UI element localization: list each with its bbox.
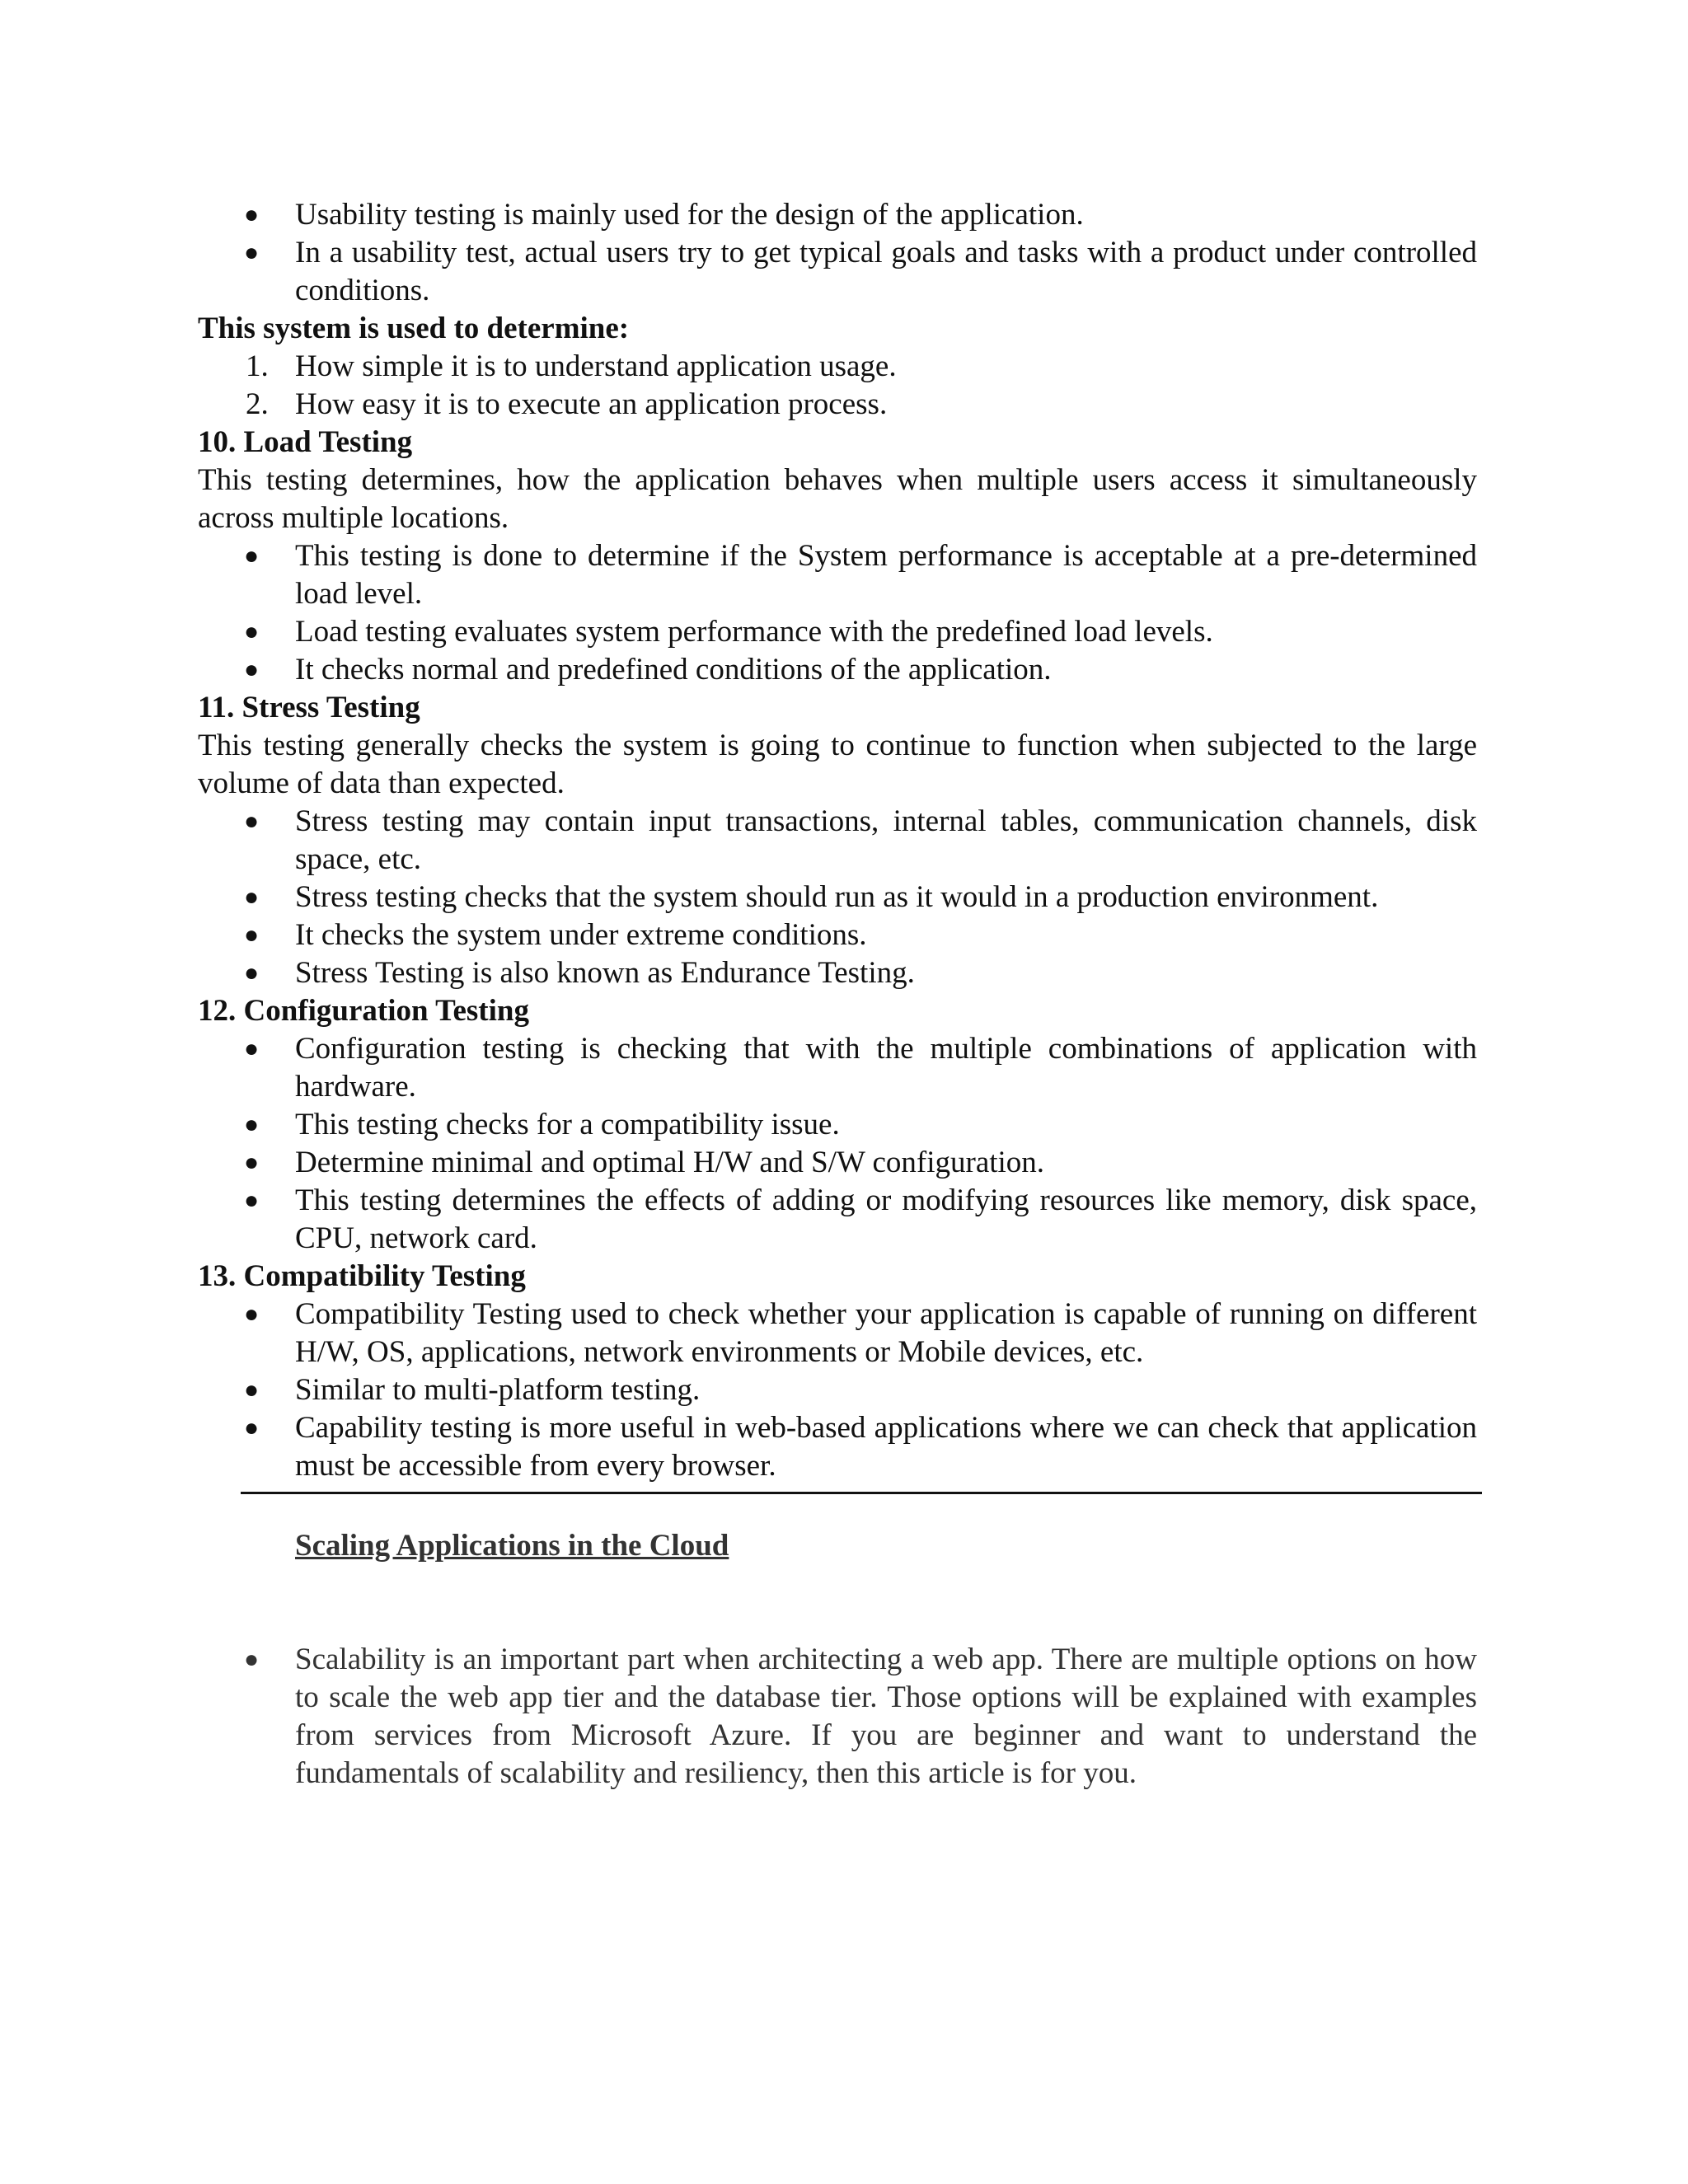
list-number: 2. xyxy=(246,387,269,421)
list-item-text: Configuration testing is checking that with the multiple combinations of application with hardware. xyxy=(295,1032,1477,1104)
bullet-icon: ● xyxy=(244,1376,260,1404)
list-item xyxy=(198,234,1477,310)
bullet-icon: ● xyxy=(244,1414,260,1441)
bullet-icon: ● xyxy=(244,883,260,911)
list-item xyxy=(198,651,1477,689)
determine-numbered-list xyxy=(198,348,1477,424)
list-item xyxy=(198,879,1477,916)
list-item-text: Load testing evaluates system performance with the predefined load levels. xyxy=(295,615,1213,649)
bullet-icon: ● xyxy=(244,921,260,949)
list-item-text: How simple it is to understand application usage. xyxy=(295,349,897,383)
list-item xyxy=(198,1371,1477,1409)
list-item xyxy=(198,916,1477,954)
compatibility-testing-heading: 13. Compatibility Testing xyxy=(198,1259,526,1293)
list-item xyxy=(198,1144,1477,1182)
list-item-text: In a usability test, actual users try to get typical goals and tasks with a product under controlled conditions. xyxy=(295,236,1477,307)
bullet-icon: ● xyxy=(244,1149,260,1176)
list-item xyxy=(198,196,1477,234)
list-item-text: Scalability is an important part when architecting a web app. There are multiple options on how to scale the web app tier and the database tier. Those options will be explained with examples from services from Microsoft Azure. If you are beginner and want to understand the fundamentals of scalability and resiliency, then this article is for you. xyxy=(295,1643,1477,1790)
bullet-icon: ● xyxy=(244,1187,260,1214)
list-item xyxy=(198,348,1477,386)
bullet-icon: ● xyxy=(244,542,260,569)
list-item-text: Determine minimal and optimal H/W and S/W configuration. xyxy=(295,1146,1045,1179)
list-item-text: It checks the system under extreme conditions. xyxy=(295,918,867,952)
list-item xyxy=(198,803,1477,879)
list-item xyxy=(198,386,1477,424)
configuration-testing-bullet-list xyxy=(198,1030,1477,1258)
bullet-icon: ● xyxy=(244,959,260,987)
list-item-text: Usability testing is mainly used for the design of the application. xyxy=(295,198,1084,232)
horizontal-divider xyxy=(241,1492,1482,1494)
list-item-text: Stress testing checks that the system should run as it would in a production environment. xyxy=(295,880,1379,914)
bullet-icon: ● xyxy=(244,656,260,683)
stress-testing-bullet-list xyxy=(198,803,1477,992)
list-item xyxy=(198,1030,1477,1106)
bullet-icon: ● xyxy=(244,1035,260,1062)
list-item-text: Similar to multi-platform testing. xyxy=(295,1373,701,1407)
load-testing-bullet-list xyxy=(198,537,1477,689)
scaling-section-title: Scaling Applications in the Cloud xyxy=(295,1529,729,1563)
list-item xyxy=(198,1641,1477,1793)
list-item-text: Stress testing may contain input transactions, internal tables, communication channels, disk space, etc. xyxy=(295,804,1477,876)
load-testing-intro: This testing determines, how the application behaves when multiple users access it simultaneously across multiple locations. xyxy=(198,463,1477,535)
list-item xyxy=(198,537,1477,613)
list-number: 1. xyxy=(246,349,269,383)
configuration-testing-heading: 12. Configuration Testing xyxy=(198,994,529,1028)
bullet-icon: ● xyxy=(244,808,260,835)
bullet-icon: ● xyxy=(244,239,260,266)
scaling-bullet-list xyxy=(198,1641,1477,1793)
list-item-text: This testing determines the effects of adding or modifying resources like memory, disk space, CPU, network card. xyxy=(295,1183,1477,1255)
list-item xyxy=(198,1296,1477,1371)
load-testing-heading: 10. Load Testing xyxy=(198,425,413,459)
list-item-text: It checks normal and predefined conditions of the application. xyxy=(295,653,1052,687)
list-item-text: Capability testing is more useful in web-based applications where we can check that application must be accessible from every browser. xyxy=(295,1411,1477,1483)
list-item xyxy=(198,1409,1477,1485)
list-item-text: How easy it is to execute an application process. xyxy=(295,387,888,421)
bullet-icon: ● xyxy=(244,1111,260,1138)
bullet-icon: ● xyxy=(244,201,260,228)
list-item xyxy=(198,954,1477,992)
bullet-icon: ● xyxy=(244,1301,260,1328)
usability-bullet-list xyxy=(198,196,1477,310)
compatibility-testing-bullet-list xyxy=(198,1296,1477,1485)
document-page xyxy=(198,196,1477,1793)
list-item-text: This testing is done to determine if the System performance is acceptable at a pre-determined load level. xyxy=(295,539,1477,611)
list-item-text: Compatibility Testing used to check whether your application is capable of running on different H/W, OS, applications, network environments or Mobile devices, etc. xyxy=(295,1297,1477,1369)
list-item xyxy=(198,1182,1477,1258)
bullet-icon: ● xyxy=(244,618,260,645)
determine-heading: This system is used to determine: xyxy=(198,312,630,345)
stress-testing-intro: This testing generally checks the system is going to continue to function when subjected to the large volume of data than expected. xyxy=(198,729,1477,800)
list-item-text: This testing checks for a compatibility issue. xyxy=(295,1108,840,1141)
list-item xyxy=(198,613,1477,651)
list-item-text: Stress Testing is also known as Endurance Testing. xyxy=(295,956,915,990)
list-item xyxy=(198,1106,1477,1144)
bullet-icon: ● xyxy=(244,1646,260,1673)
stress-testing-heading: 11. Stress Testing xyxy=(198,691,420,724)
